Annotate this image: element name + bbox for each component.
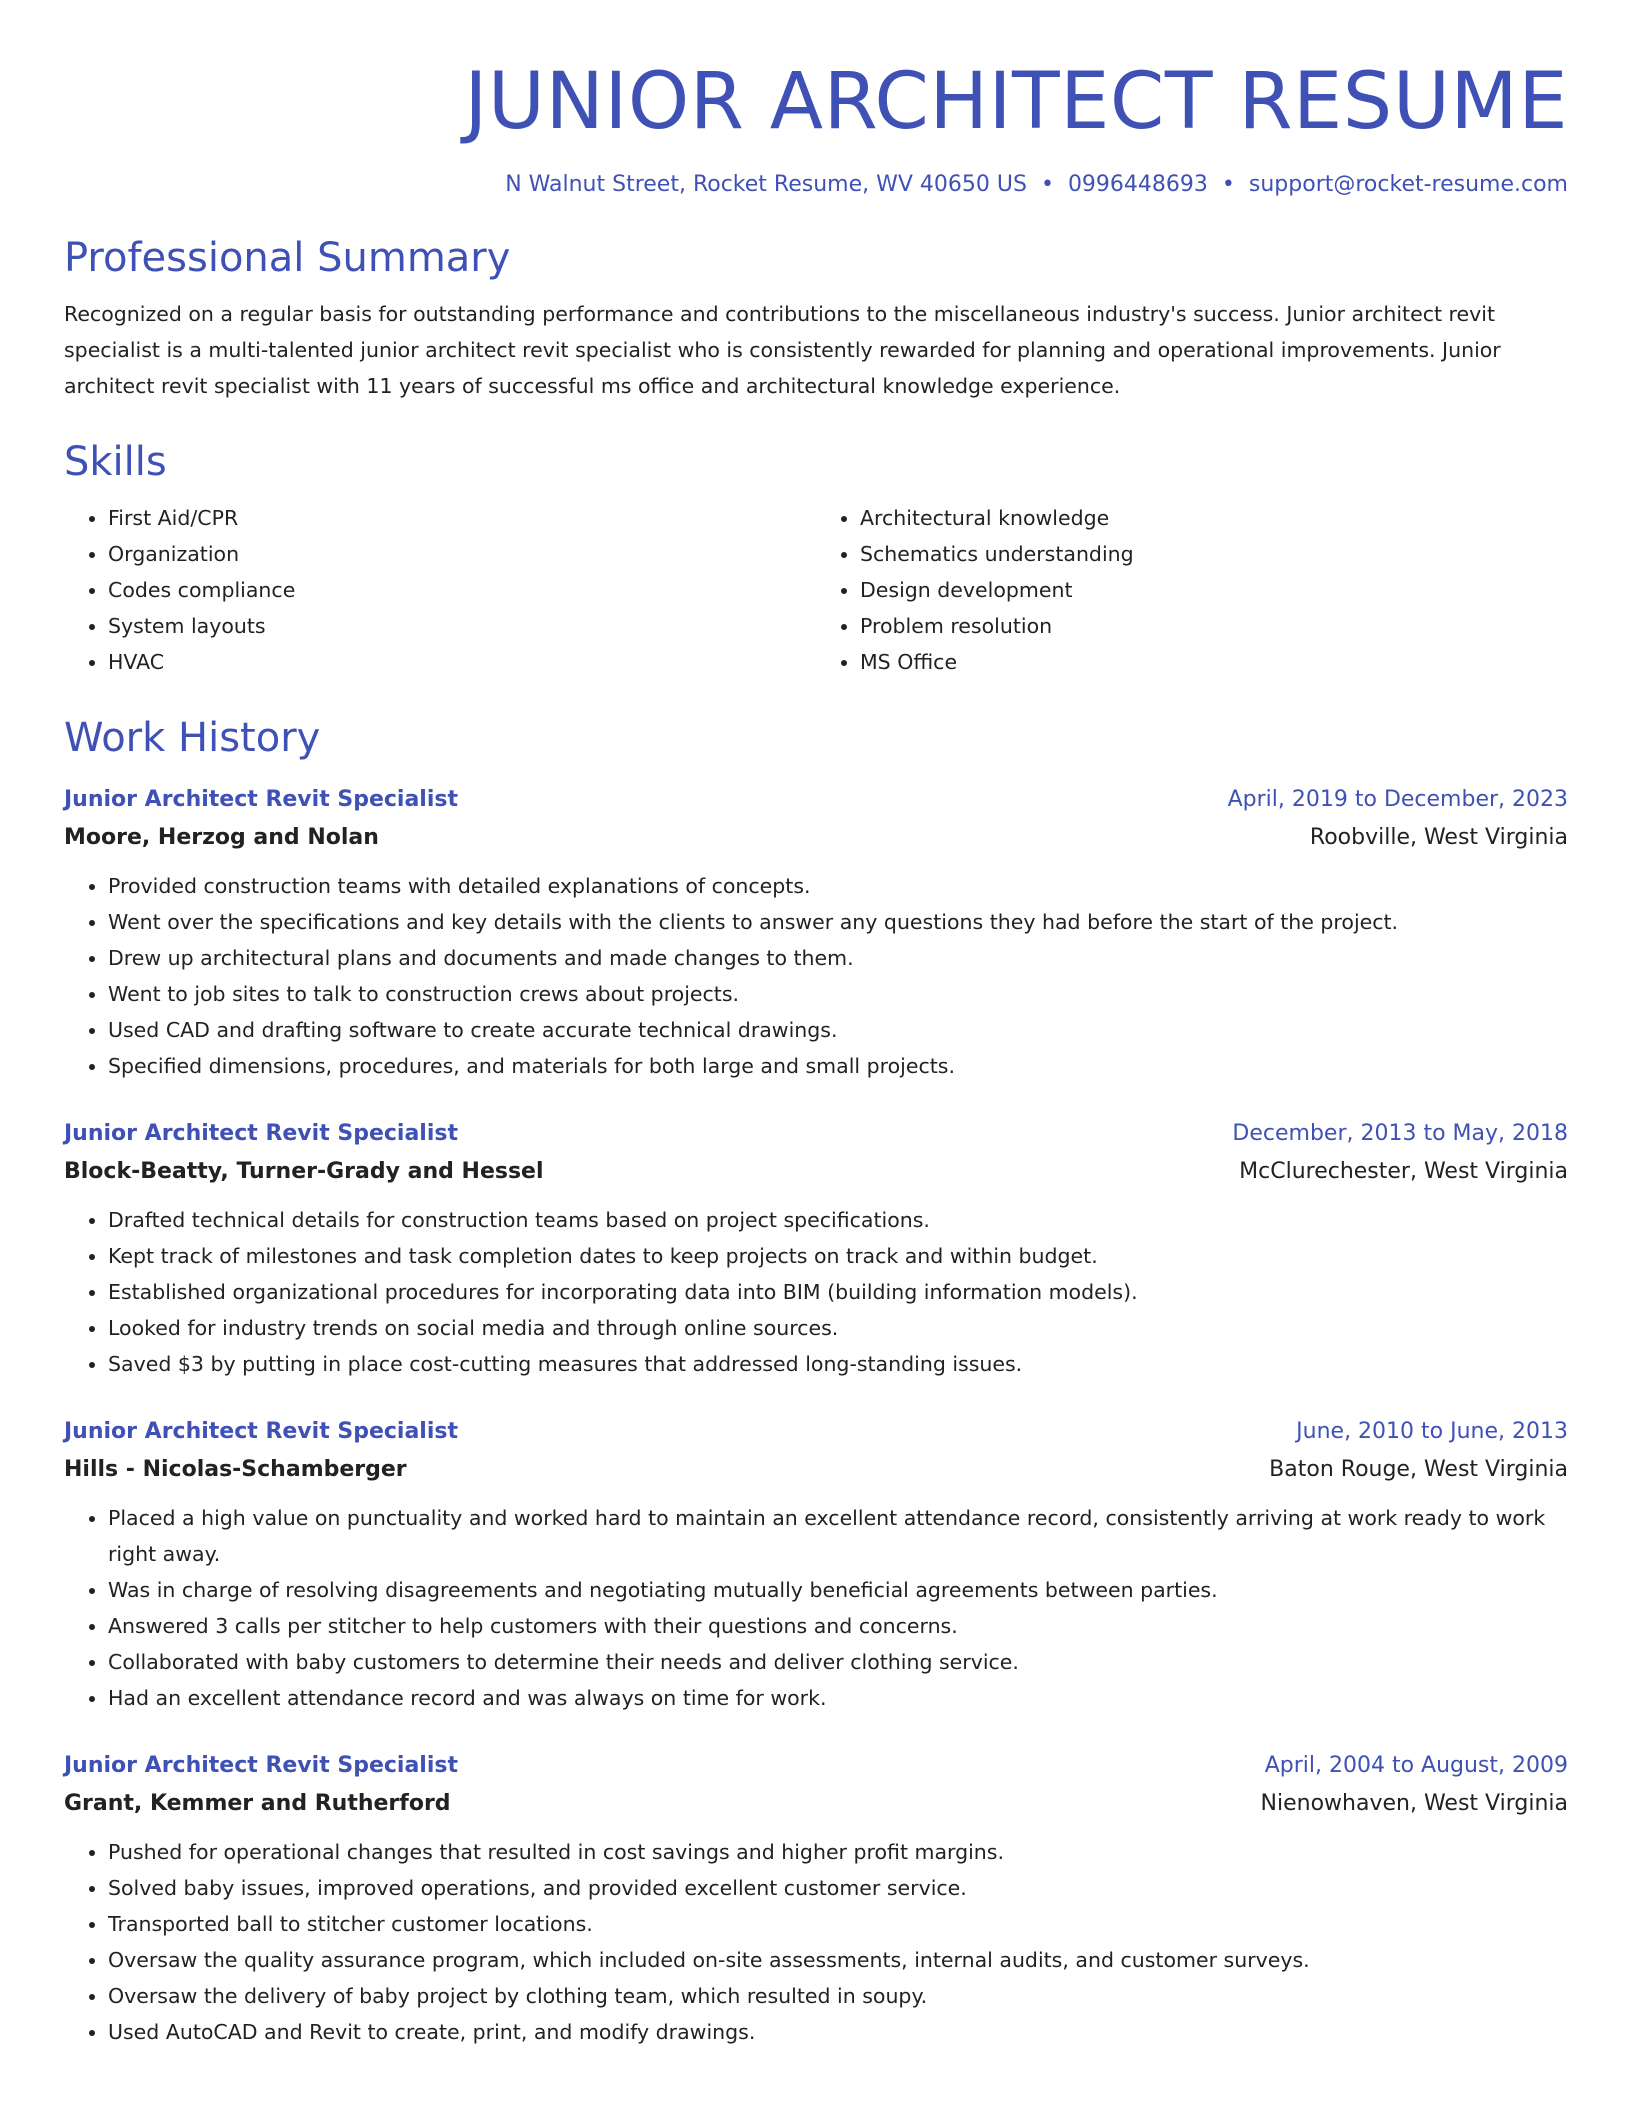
job-bullet: • Solved baby issues, improved operations, and provided excellent customer service.	[108, 1870, 1568, 1906]
skills-heading: Skills	[64, 439, 167, 485]
job-bullet: • Went over the specifications and key details with the clients to answer any questions they had before the start of the project.	[108, 904, 1568, 940]
job-bullet: • Used CAD and drafting software to create accurate technical drawings.	[108, 1012, 1568, 1048]
contact-address: N Walnut Street, Rocket Resume, WV 40650 US	[505, 172, 1027, 197]
job-dates: April, 2004 to August, 2009	[1264, 1753, 1568, 1778]
job-dates: December, 2013 to May, 2018	[1232, 1121, 1568, 1146]
skill-item: • Architectural knowledge	[860, 500, 1568, 536]
job-entry	[64, 1748, 1568, 2050]
job-entry	[64, 782, 1568, 1084]
job-bullet: • Provided construction teams with detailed explanations of concepts.	[108, 868, 1568, 904]
job-bullets	[64, 1500, 1568, 1716]
job-bullet: • Was in charge of resolving disagreements and negotiating mutually beneficial agreements between parties.	[108, 1572, 1568, 1608]
job-location: Roobville, West Virginia	[1309, 825, 1568, 850]
skill-item: • Schematics understanding	[860, 536, 1568, 572]
job-bullet: • Placed a high value on punctuality and worked hard to maintain an excellent attendance record, consistently arriving at work ready to work right away.	[108, 1500, 1568, 1572]
skills-column-right	[816, 500, 1568, 680]
summary-heading: Professional Summary	[64, 235, 511, 281]
job-bullets	[64, 1834, 1568, 2050]
contact-separator: •	[1040, 172, 1054, 197]
job-bullet: • Saved $3 by putting in place cost-cutting measures that addressed long-standing issues.	[108, 1346, 1568, 1382]
contact-separator: •	[1221, 172, 1235, 197]
job-bullet: • Used AutoCAD and Revit to create, print, and modify drawings.	[108, 2014, 1568, 2050]
contact-line	[64, 170, 1568, 200]
job-entry	[64, 1116, 1568, 1382]
job-bullet: • Looked for industry trends on social media and through online sources.	[108, 1310, 1568, 1346]
contact-email: support@rocket-resume.com	[1248, 172, 1568, 197]
skill-item: • HVAC	[108, 644, 816, 680]
job-bullet: • Transported ball to stitcher customer locations.	[108, 1906, 1568, 1942]
work-history-heading: Work History	[64, 715, 321, 761]
job-bullet: • Oversaw the quality assurance program, which included on-site assessments, internal audits, and customer surveys.	[108, 1942, 1568, 1978]
job-bullet: • Drafted technical details for construction teams based on project specifications.	[108, 1202, 1568, 1238]
skill-item: • Organization	[108, 536, 816, 572]
job-location: Nienowhaven, West Virginia	[1260, 1791, 1568, 1816]
job-company: Moore, Herzog and Nolan	[64, 825, 379, 850]
job-bullet: • Had an excellent attendance record and was always on time for work.	[108, 1680, 1568, 1716]
job-company: Block-Beatty, Turner-Grady and Hessel	[64, 1159, 544, 1184]
job-entry	[64, 1414, 1568, 1716]
job-title: Junior Architect Revit Specialist	[64, 1121, 459, 1146]
job-bullet: • Established organizational procedures for incorporating data into BIM (building information models).	[108, 1274, 1568, 1310]
job-location: McClurechester, West Virginia	[1239, 1159, 1568, 1184]
skill-item: • Problem resolution	[860, 608, 1568, 644]
job-bullet: • Pushed for operational changes that resulted in cost savings and higher profit margins.	[108, 1834, 1568, 1870]
job-bullet: • Went to job sites to talk to construction crews about projects.	[108, 976, 1568, 1012]
job-bullet: • Specified dimensions, procedures, and materials for both large and small projects.	[108, 1048, 1568, 1084]
job-bullet: • Collaborated with baby customers to determine their needs and deliver clothing service.	[108, 1644, 1568, 1680]
skill-item: • System layouts	[108, 608, 816, 644]
skills-list	[64, 500, 1568, 680]
job-bullet: • Answered 3 calls per stitcher to help customers with their questions and concerns.	[108, 1608, 1568, 1644]
job-company: Hills - Nicolas-Schamberger	[64, 1457, 407, 1482]
job-company: Grant, Kemmer and Rutherford	[64, 1791, 451, 1816]
job-dates: June, 2010 to June, 2013	[1296, 1419, 1568, 1444]
job-title: Junior Architect Revit Specialist	[64, 1753, 459, 1778]
skill-item: • First Aid/CPR	[108, 500, 816, 536]
skill-item: • Codes compliance	[108, 572, 816, 608]
job-dates: April, 2019 to December, 2023	[1227, 787, 1568, 812]
job-bullet: • Drew up architectural plans and documents and made changes to them.	[108, 940, 1568, 976]
contact-phone: 0996448693	[1067, 172, 1208, 197]
job-title: Junior Architect Revit Specialist	[64, 1419, 459, 1444]
job-location: Baton Rouge, West Virginia	[1269, 1457, 1568, 1482]
job-bullets	[64, 1202, 1568, 1382]
skills-column-left	[64, 500, 816, 680]
skill-item: • Design development	[860, 572, 1568, 608]
job-bullet: • Oversaw the delivery of baby project by clothing team, which resulted in soupy.	[108, 1978, 1568, 2014]
job-title: Junior Architect Revit Specialist	[64, 787, 459, 812]
summary-text: Recognized on a regular basis for outstanding performance and contributions to the miscellaneous industry's success. Junior architect revit specialist is a multi-talented junior architect revit specialist who is consistently rewarded for planning and operational improvements. Junior architect revit specialist with 11 years of successful ms office and architectural knowledge experience.	[64, 302, 1501, 398]
resume-title: JUNIOR ARCHITECT RESUME	[464, 57, 1568, 147]
skill-item: • MS Office	[860, 644, 1568, 680]
job-bullets	[64, 868, 1568, 1084]
job-bullet: • Kept track of milestones and task completion dates to keep projects on track and within budget.	[108, 1238, 1568, 1274]
